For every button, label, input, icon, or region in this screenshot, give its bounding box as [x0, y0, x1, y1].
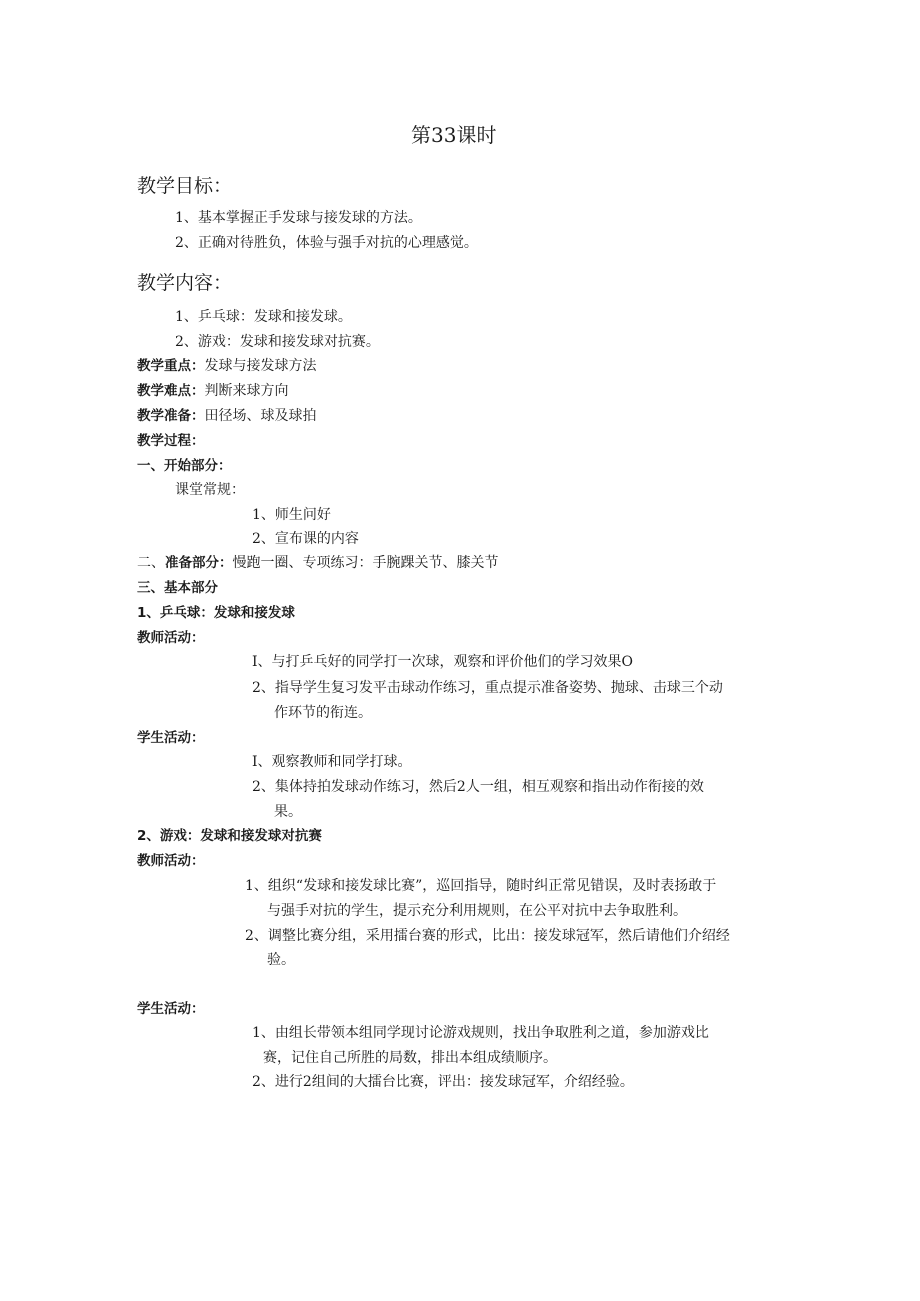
- process-heading: 教学过程：: [137, 433, 205, 449]
- section1-teacher-label: 教师活动：: [137, 630, 205, 646]
- section2-student-line: 1、由组长带领本组同学现讨论游戏规则，找出争取胜利之道，参加游戏比: [252, 1025, 709, 1041]
- part1-item: 1、师生问好: [252, 507, 331, 523]
- objective-item: 1、基本掌握正手发球与接发球的方法。: [175, 210, 422, 226]
- section1-student-line: I、观察教师和同学打球。: [252, 754, 412, 770]
- key-point-value: 发球与接发球方法: [204, 358, 317, 374]
- part3-heading: 三、基本部分: [137, 580, 218, 596]
- section1-teacher-line: 作环节的衔连。: [274, 705, 372, 721]
- key-point-label: 教学重点：: [137, 358, 205, 374]
- section1-teacher-line: 2、指导学生复习发平击球动作练习，重点提示准备姿势、抛球、击球三个动: [252, 680, 723, 696]
- page-title: 第33课时: [411, 123, 497, 147]
- key-point-line: [137, 356, 317, 376]
- part2-label: 准备部分：: [165, 555, 233, 571]
- content-item: 2、游戏：发球和接发球对抗赛。: [175, 334, 380, 350]
- section2-teacher-line: 1、组织“发球和接发球比赛”，巡回指导，随时纠正常见错误，及时表扬敢于: [245, 878, 717, 894]
- part2-prefix: 二、: [137, 555, 165, 571]
- section2-teacher-line: 与强手对抗的学生，提示充分利用规则，在公平对抗中去争取胜利。: [267, 903, 687, 919]
- content-item: 1、乒乓球：发球和接发球。: [175, 309, 352, 325]
- part2-line: [137, 553, 499, 573]
- section2-teacher-line: 验。: [267, 952, 295, 968]
- section2-student-line: 赛，记住自己所胜的局数，排出本组成绩顺序。: [263, 1050, 557, 1066]
- section1-heading: 1、乒乓球：发球和接发球: [137, 605, 295, 621]
- part2-text: 慢跑一圈、专项练习：手腕踝关节、膝关节: [232, 555, 499, 571]
- section2-student-label: 学生活动：: [137, 1001, 205, 1017]
- section1-student-label: 学生活动：: [137, 730, 205, 746]
- section1-teacher-line: I、与打乒乓好的同学打一次球，观察和评价他们的学习效果O: [252, 654, 634, 670]
- part1-item: 2、宣布课的内容: [252, 531, 359, 547]
- section1-student-line: 果。: [274, 804, 302, 820]
- part1-sub: 课堂常规：: [175, 482, 245, 498]
- section2-teacher-line: 2、调整比赛分组，采用擂台赛的形式，比出：接发球冠军，然后请他们介绍经: [245, 928, 730, 944]
- preparation-line: [137, 406, 317, 426]
- difficulty-label: 教学难点：: [137, 383, 205, 399]
- section2-teacher-label: 教师活动：: [137, 853, 205, 869]
- section2-student-line: 2、进行2组间的大擂台比赛，评出：接发球冠军，介绍经验。: [252, 1074, 634, 1090]
- objective-item: 2、正确对待胜负，体验与强手对抗的心理感觉。: [175, 235, 478, 251]
- preparation-value: 田径场、球及球拍: [204, 408, 317, 424]
- difficulty-value: 判断来球方向: [204, 383, 289, 399]
- objectives-heading: 教学目标：: [137, 175, 233, 197]
- content-heading: 教学内容：: [137, 272, 233, 294]
- part1-heading: 一、开始部分：: [137, 458, 232, 474]
- preparation-label: 教学准备：: [137, 408, 205, 424]
- section2-heading: 2、游戏：发球和接发球对抗赛: [137, 828, 322, 844]
- section1-student-line: 2、集体持拍发球动作练习，然后2人一组，相互观察和指出动作衔接的效: [252, 779, 704, 795]
- difficulty-line: [137, 381, 289, 401]
